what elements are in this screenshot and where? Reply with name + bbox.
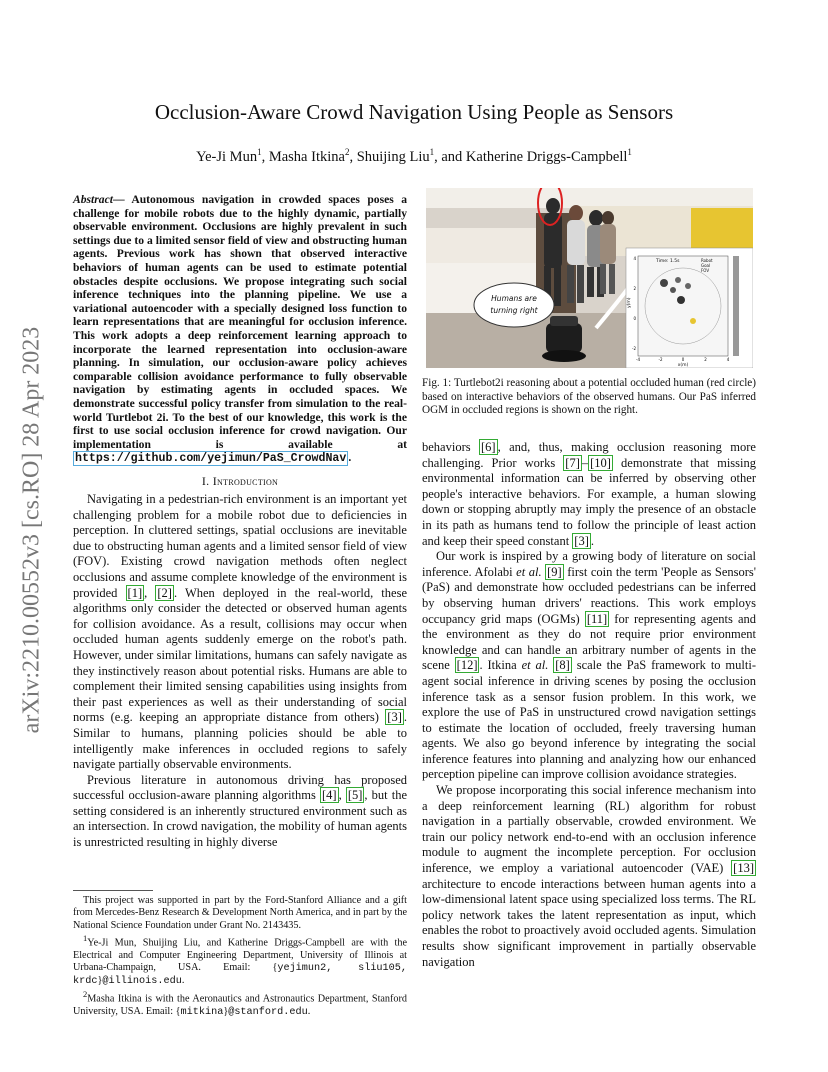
footnote-affiliation-1: $^1$Ye-Ji Mun, Shuijing Liu, and Katherine Driggs-Campbell are with the Electrical and Computer Engineering Department, University of Illinois at Urbana-Champaign, USA. Email: {yejimun2, sliu105, krdc}@illinois.edu.: [73, 932, 407, 988]
paper-title: Occlusion-Aware Crowd Navigation Using People as Sensors: [154, 100, 674, 124]
figure-1-photo: [426, 188, 753, 368]
arxiv-sidebar: [12, 250, 52, 810]
figure-1-caption: Fig. 1: Turtlebot2i reasoning about a potential occluded human (red circle) based on interactive behaviors of the observed humans. Our PaS inferred OGM in occluded regions is shown on the right.: [422, 377, 756, 417]
speech-bubble-line-1: Humans are: [491, 294, 537, 303]
arxiv-identifier: arXiv:2210.00552v3 [cs.RO] 28 Apr 2023: [18, 326, 45, 734]
paragraph: We propose incorporating this social inference mechanism into a deep reinforcement learning (RL) algorithm for robust navigation in a partially observable, crowded environment. We train our policy network end-to-end with an occlusion inference module to augment the incomplete perception. For occlusion inference, we employ a variational autoencoder (VAE) [13] architecture to encode interactions between human agents into a low-dimensional latent space using specialized loss terms. The RL policy network takes the latent representation as input, which enables the robot to proactively avoid occluded agents. Simulation results show significant improvement in partially observable navigation: [422, 783, 756, 969]
inset-y-tick: -2: [632, 346, 636, 351]
inset-y-tick: 0: [633, 316, 636, 321]
ogm-inset-plot: [626, 248, 753, 368]
inset-y-label: y(m): [627, 297, 632, 308]
abstract: Abstract— Autonomous navigation in crowded spaces poses a challenge for mobile robots due to the highly dynamic, partially observable environment. Occlusions are highly prevalent in such settings due to a limited sensor field of view and obstructing human agents. Previous work has shown that observed interactive behaviors of human agents can be used to estimate potential obstacles despite occlusions. We propose integrating such social inference techniques into the planning pipeline. We use a variational autoencoder with a specially designed loss function to learn representations that are meaningful for occlusion inference. This work adopts a deep reinforcement learning approach to incorporate the learned representation into occlusion-aware planning. In simulation, our occlusion-aware policy achieves comparable collision avoidance performance to fully observable navigation by estimating agents in occluded spaces. We demonstrate successful policy transfer from simulation to the real-world Turtlebot 2i. To the best of our knowledge, this work is the first to use social occlusion inference for crowd navigation. Our implementation is available at https://github.com/yejimun/PaS_CrowdNav .: [73, 193, 407, 466]
inset-x-label: x(m): [677, 363, 689, 368]
paragraph: Navigating in a pedestrian-rich environment is an important yet challenging problem for a mobile robot due to deficiencies in perception. In cluttered settings, spatial occlusions are inevitable due to obstructing human agents and a limited sensor field of view (FOV). Existing crowd navigation methods often neglect occlusions and assume complete knowledge of the environment is provided [1] , [2] . When deployed in the real-world, these algorithms only consider the detected or observed human agents for collision avoidance. As a result, collisions may occur when occluded human agents suddenly emerge on the robot's path. However, under similar limitations, humans can safely navigate as they instinctively reason about potential risks. Humans are able to complement their limited sensing capabilities using insights from their past experiences as well as their understanding of social norms (e.g. keeping an appropriate distance from others) [3] . Similar to humans, planning policies should be able to intelligently make inferences in occluded regions to safely navigate partially observable environments.: [73, 492, 407, 772]
footnotes: [73, 890, 407, 1019]
inset-x-tick: 0: [681, 357, 685, 362]
footnote-funding: This project was supported in part by the Ford-Stanford Alliance and a gift from Mercedes-Benz Research & Development North America, and in part by the National Science Foundation under Grant No. 2143435.: [73, 895, 407, 931]
speech-bubble-line-2: turning right: [490, 306, 538, 315]
inset-x-tick: 4: [726, 357, 730, 362]
inset-y-tick: 2: [633, 286, 636, 291]
paragraph: Previous literature in autonomous driving has proposed successful occlusion-aware planning algorithms [4] , [5] , but the setting considered is an inherently structured environment such as an intersection. In crowd navigation, the mobility of human agents is unrestricted resulting in highly diverse: [73, 772, 408, 850]
footnote-affiliation-2: $^2$Masha Itkina is with the Aeronautics and Astronautics Department, Stanford University, USA. Email: {mitkina}@stanford.edu.: [73, 989, 407, 1019]
section-heading-introduction: I. Introduction: [201, 474, 279, 488]
inset-x-tick: -2: [658, 357, 663, 362]
speech-bubble: [474, 283, 554, 327]
introduction-left-column: [73, 492, 407, 851]
inset-x-tick: -4: [636, 357, 640, 362]
author-list: Ye-Ji Mun$^1$, Masha Itkina$^2$, Shuijing Liu$^1$, and Katherine Driggs-Campbell$^1$: [196, 147, 632, 165]
inset-time-label: Time: 1.5s: [656, 259, 680, 264]
paragraph: Our work is inspired by a growing body of literature on social inference. Afolabi et al. [9] first coin the term 'People as Sensors' (PaS) and demonstrate how occluded pedestrians can be inferred by observing human drivers' reactions. This work employs occupancy grid maps (OGMs) [11] for representing agents and the environment as they do not require prior environment knowledge and can handle an arbitrary number of agents in the scene [12] . Itkina et al. [8] scale the PaS framework to multi-agent social inference in driving scenes by posing the occlusion inference task as a sensor fusion problem. In this work, we explore the use of PaS in unstructured crowd navigation settings to estimate the location of occluded, freely traversing human agents. We also go beyond inference by integrating the social inference features into planning and analyzing how our enhanced perception pipeline can improve collision avoidance strategies.: [422, 549, 757, 782]
inset-legend-fov: FOV: [701, 268, 710, 273]
figure-illustration: [426, 188, 753, 368]
inset-legend-goal: Goal: [701, 263, 711, 268]
inset-x-tick: 2: [704, 357, 707, 362]
paragraph: behaviors [6] , and, thus, making occlusion reasoning more challenging. Prior works [7] – [10] demonstrate that missing environmental information can be inferred by observing other people's interactive behaviors. For example, a human slowing down or stopping abruptly may imply the presence of an obstacle in its path as humans tend to follow the principle of least action and keep their speed constant [3] .: [422, 440, 756, 548]
inset-legend-robot: Robot: [701, 258, 713, 263]
introduction-right-column: [422, 440, 756, 970]
inset-y-tick: 4: [633, 256, 636, 261]
footnote-rule: [73, 890, 153, 891]
